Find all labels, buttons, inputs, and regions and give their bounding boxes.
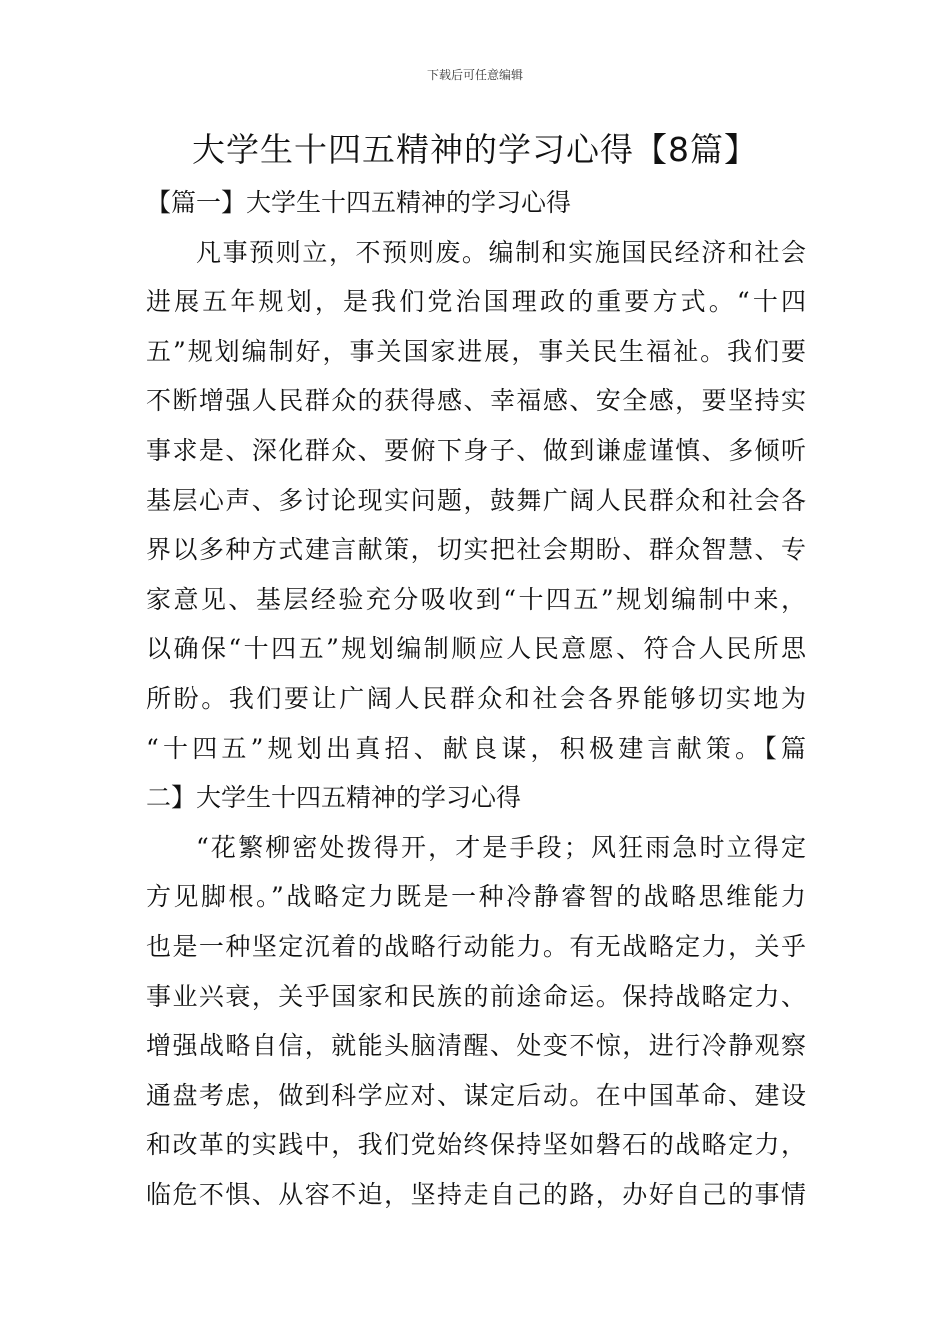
text-line: 事求是、深化群众、要俯下身子、做到谦虚谨慎、多倾听 [146, 435, 806, 465]
text-line: 事业兴衰，关乎国家和民族的前途命运。保持战略定力、 [146, 981, 806, 1011]
document-body [146, 178, 806, 1219]
header-note: 下载后可任意编辑 [426, 68, 523, 82]
text-line: 和改革的实践中，我们党始终保持坚如磐石的战略定力， [146, 1130, 806, 1160]
text-line: 以确保“十四五”规划编制顺应人民意愿、符合人民所思 [146, 634, 806, 664]
text-line: “十四五”规划出真招、献良谋，积极建言献策。【篇 [146, 733, 806, 763]
text-line: 增强战略自信，就能头脑清醒、处变不惊，进行冷静观察 [146, 1031, 806, 1061]
text-line: 进展五年规划，是我们党治国理政的重要方式。“十四 [146, 287, 806, 317]
text-line: 通盘考虑，做到科学应对、谋定后动。在中国革命、建设 [146, 1080, 806, 1110]
text-line: 所盼。我们要让广阔人民群众和社会各界能够切实地为 [146, 683, 806, 713]
text-line: 临危不惧、从容不迫，坚持走自己的路，办好自己的事情 [146, 1179, 806, 1209]
text-line: 五”规划编制好，事关国家进展，事关民生福祉。我们要 [146, 336, 806, 366]
text-line: 界以多种方式建言献策，切实把社会期盼、群众智慧、专 [146, 535, 806, 565]
text-line: 方见脚根。”战略定力既是一种冷静睿智的战略思维能力 [146, 882, 806, 912]
document-title: 大学生十四五精神的学习心得【8篇】 [192, 130, 758, 169]
text-line: 【篇一】大学生十四五精神的学习心得 [146, 188, 572, 217]
text-line: 不断增强人民群众的获得感、幸福感、安全感，要坚持实 [146, 386, 806, 416]
text-line: 基层心声、多讨论现实问题，鼓舞广阔人民群众和社会各 [146, 485, 806, 515]
text-line: 凡事预则立，不预则废。编制和实施国民经济和社会 [196, 237, 806, 267]
text-line: “花繁柳密处拨得开，才是手段；风狂雨急时立得定 [196, 832, 806, 862]
text-line: 二】大学生十四五精神的学习心得 [146, 783, 522, 813]
text-line: 家意见、基层经验充分吸收到“十四五”规划编制中来， [146, 584, 806, 614]
text-line: 也是一种坚定沉着的战略行动能力。有无战略定力，关乎 [146, 931, 806, 961]
